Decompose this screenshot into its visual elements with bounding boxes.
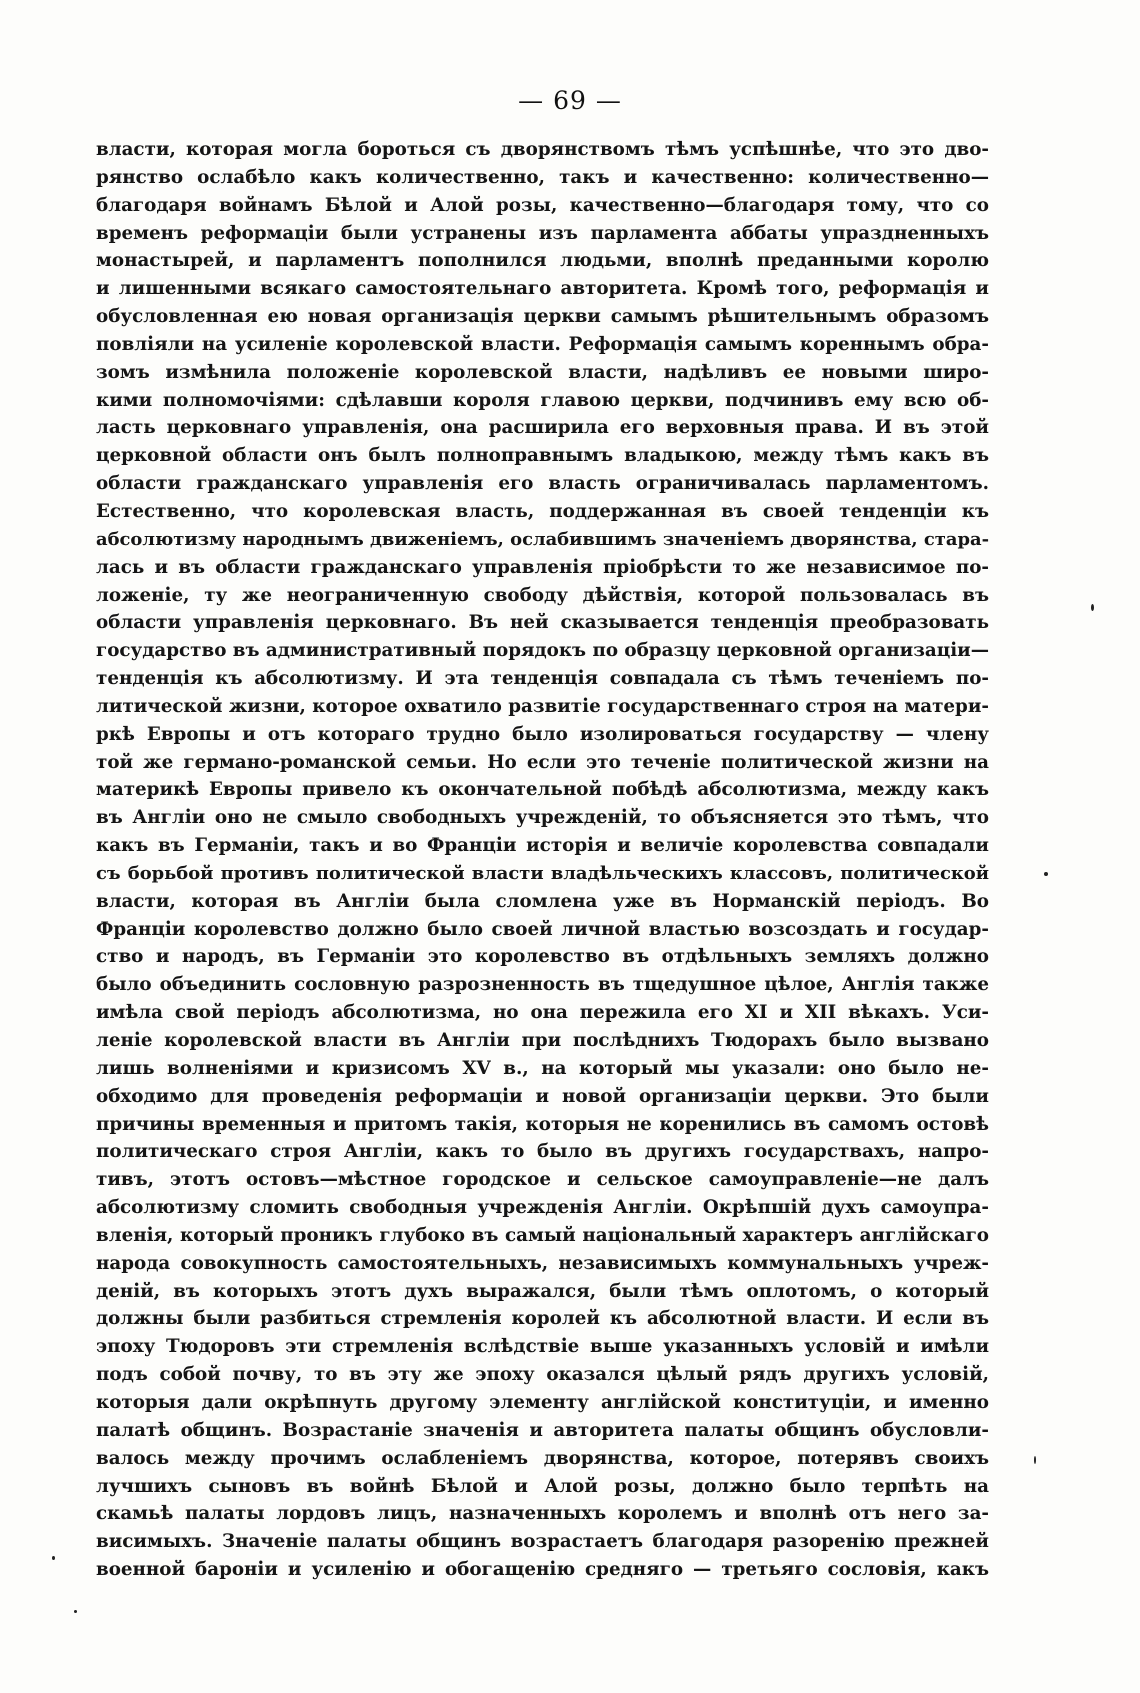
text-line: зомъ измѣнила положеніе королевской власти, надѣливъ ее новыми широ-: [96, 361, 989, 383]
text-line: висимыхъ. Значеніе палаты общинъ возрастаетъ благодаря разоренію прежней: [96, 1531, 989, 1553]
text-line: власти, которая въ Англіи была сломлена уже въ Норманскій періодъ. Во: [96, 890, 989, 912]
text-line: монастырей, и парламентъ пополнился людьми, вполнѣ преданными королю: [96, 250, 989, 272]
text-line: области гражданскаго управленія его власть ограничивалась парламентомъ.: [96, 473, 989, 495]
text-line: съ борьбой противъ политической власти владѣльческихъ классовъ, политической: [96, 862, 989, 884]
text-line: временъ реформаціи были устранены изъ парламента аббаты упраздненныхъ: [96, 222, 989, 244]
page-number: — 69 —: [518, 86, 622, 115]
text-line: той же германо-романской семьи. Но если это теченіе политической жизни на: [96, 751, 989, 773]
text-line: лучшихъ сыновъ въ войнѣ Бѣлой и Алой розы, должно было терпѣть на: [96, 1475, 989, 1497]
text-line: ласть церковнаго управленія, она расширила его верховныя права. И въ этой: [96, 417, 989, 439]
text-line: Естественно, что королевская власть, поддержанная въ своей тенденціи къ: [96, 500, 989, 522]
text-line: материкѣ Европы привело къ окончательной побѣдѣ абсолютизма, между какъ: [96, 779, 989, 801]
text-line: рянство ослабѣло какъ количественно, такъ и качественно: количественно—: [96, 166, 989, 188]
text-line: лишь волненіями и кризисомъ XV в., на который мы указали: оно было не-: [96, 1057, 989, 1079]
scan-speck: [52, 1556, 55, 1560]
text-line: палатѣ общинъ. Возрастаніе значенія и авторитета палаты общинъ обусловли-: [96, 1419, 989, 1441]
text-line: леніе королевской власти въ Англіи при послѣднихъ Тюдорахъ было вызвано: [96, 1030, 989, 1051]
text-line: въ Англіи оно не смыло свободныхъ учрежденій, то объясняется это тѣмъ, что: [96, 807, 989, 829]
text-line: государство въ административный порядокъ по образцу церковной организаціи—: [96, 640, 989, 662]
text-line: ство и народъ, въ Германіи это королевство въ отдѣльныхъ земляхъ должно: [96, 946, 989, 968]
text-line: которыя дали окрѣпнуть другому элементу англійской конституціи, и именно: [96, 1391, 989, 1413]
text-line: литической жизни, которое охватило развитіе государственнаго строя на матери-: [96, 695, 989, 717]
text-line: абсолютизму народнымъ движеніемъ, ослабившимъ значеніемъ дворянства, стара-: [96, 528, 989, 550]
text-line: благодаря войнамъ Бѣлой и Алой розы, качественно—благодаря тому, что со: [96, 194, 989, 216]
text-line: деній, въ которыхъ этотъ духъ выражался, были тѣмъ оплотомъ, о который: [96, 1280, 989, 1302]
text-line: Франціи королевство должно было своей личной властью возсоздать и государ-: [96, 918, 989, 940]
text-line: вленія, который проникъ глубоко въ самый національный характеръ англійскаго: [96, 1224, 989, 1246]
text-line: обусловленная ею новая организація церкви самымъ рѣшительнымъ образомъ: [96, 306, 989, 328]
text-line: области управленія церковнаго. Въ ней сказывается тенденція преобразовать: [96, 612, 989, 634]
text-line: должны были разбиться стремленія королей къ абсолютной власти. И если въ: [96, 1308, 989, 1330]
text-line: подъ собой почву, то въ эту же эпоху оказался цѣлый рядъ другихъ условій,: [96, 1364, 989, 1386]
text-line: абсолютизму сломить свободныя учрежденія Англіи. Окрѣпшій духъ самоупра-: [96, 1197, 989, 1219]
text-line: народа совокупность самостоятельныхъ, независимыхъ коммунальныхъ учреж-: [96, 1252, 989, 1274]
scan-speck: [1044, 872, 1048, 876]
text-line: обходимо для проведенія реформаціи и новой организаціи церкви. Это были: [96, 1085, 989, 1107]
text-line: власти, которая могла бороться съ дворянствомъ тѣмъ успѣшнѣе, что это дво-: [96, 139, 989, 160]
text-line: какъ въ Германіи, такъ и во Франціи исторія и величіе королевства совпадали: [96, 835, 989, 857]
text-line: и лишенными всякаго самостоятельнаго авторитета. Кромѣ того, реформація и: [96, 278, 989, 300]
text-line: тивъ, этотъ остовъ—мѣстное городское и сельское самоуправленіе—не далъ: [96, 1169, 989, 1191]
text-line: лась и въ области гражданскаго управленія пріобрѣсти то же независимое по-: [96, 556, 989, 578]
text-line: ложеніе, ту же неограниченную свободу дѣйствія, которой пользовалась въ: [96, 584, 989, 606]
text-line: было объединить сословную разрозненность въ тщедушное цѣлое, Англія также: [96, 974, 989, 996]
scan-speck: [1091, 604, 1094, 611]
text-line: повліяли на усиленіе королевской власти. Реформація самымъ кореннымъ обра-: [96, 333, 989, 355]
text-line: кими полномочіями: сдѣлавши короля главою церкви, подчинивъ ему всю об-: [96, 389, 989, 411]
text-line: валось между прочимъ ослабленіемъ дворянства, которое, потерявъ своихъ: [96, 1447, 989, 1469]
text-line: эпоху Тюдоровъ эти стремленія вслѣдствіе выше указанныхъ условій и имѣли: [96, 1336, 989, 1358]
text-line: церковной области онъ былъ полноправнымъ владыкою, между тѣмъ какъ въ: [96, 445, 989, 467]
text-line: военной бароніи и усиленію и обогащенію средняго — третьяго сословія, какъ: [96, 1559, 989, 1581]
scan-speck: [1034, 1456, 1036, 1464]
text-line: причины временныя и притомъ такія, которыя не коренились въ самомъ остовѣ: [96, 1113, 989, 1135]
text-line: политическаго строя Англіи, какъ то было въ другихъ государствахъ, напро-: [96, 1141, 989, 1163]
scan-speck: [74, 1610, 77, 1613]
body-text: [96, 136, 989, 1584]
text-line: тенденція къ абсолютизму. И эта тенденція совпадала съ тѣмъ теченіемъ по-: [96, 668, 989, 690]
text-line: скамьѣ палаты лордовъ лицъ, назначенныхъ королемъ и вполнѣ отъ него за-: [96, 1503, 989, 1525]
text-line: имѣла свой періодъ абсолютизма, но она пережила его XI и XII вѣкахъ. Уси-: [96, 1002, 989, 1024]
text-line: ркѣ Европы и отъ котораго трудно было изолироваться государству — члену: [96, 723, 989, 745]
